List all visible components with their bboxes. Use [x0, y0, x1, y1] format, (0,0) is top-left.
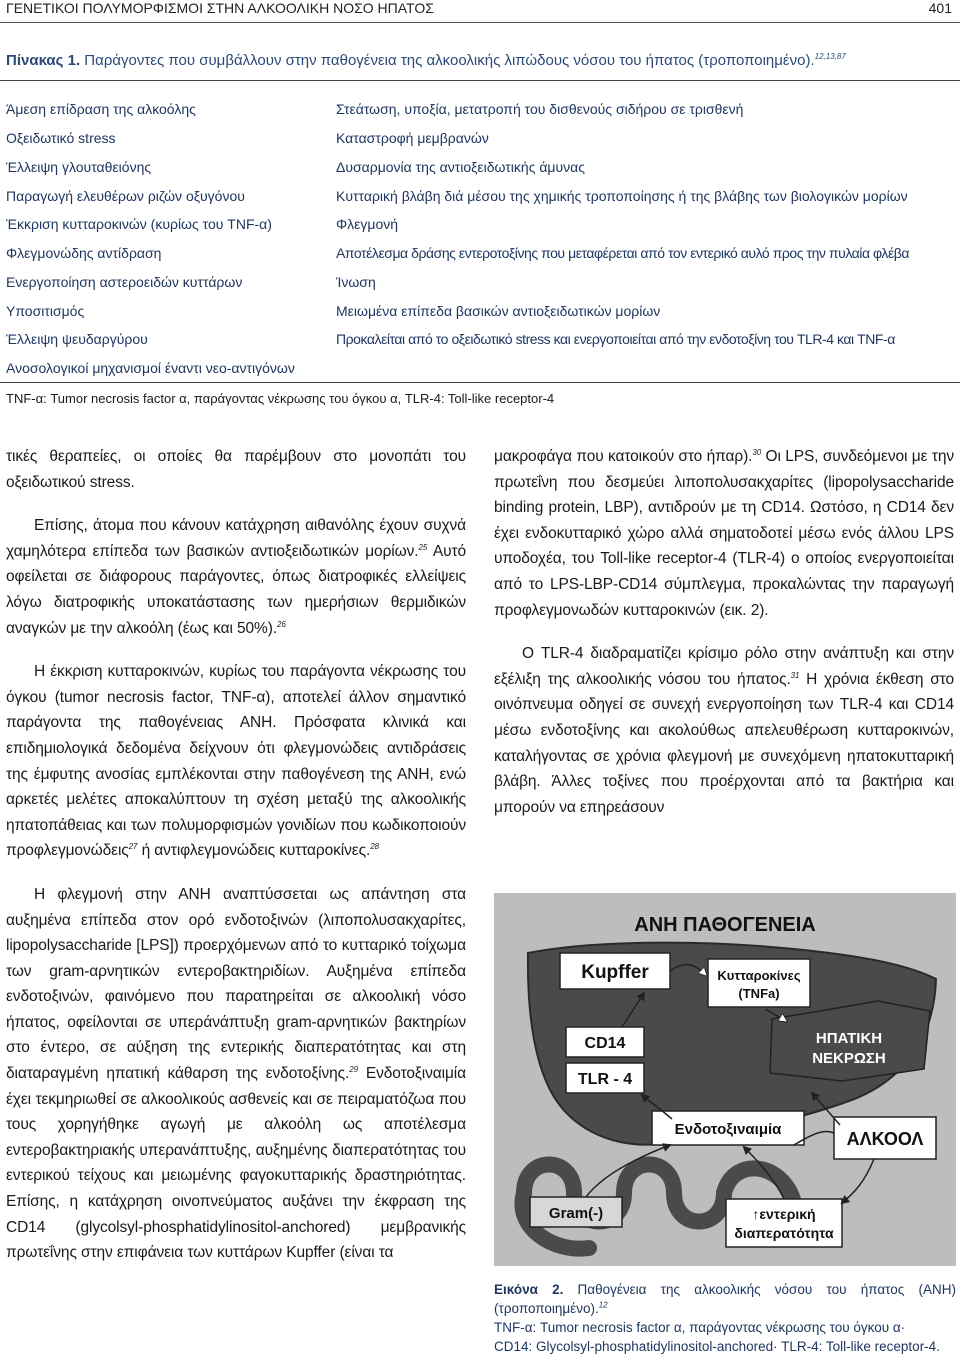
table-label: Πίνακας 1.: [6, 52, 81, 69]
table-row: [0, 274, 960, 303]
left-column: [6, 444, 466, 1266]
paragraph-text: Η έκκριση κυτταροκινών, κυρίως του παράγοντα νέκρωσης του όγκου (tumor necrosis factor, TNF-α), αποτελεί άλλον σημαντικό παράγοντα της παθογένειας ΑΝΗ. Πρόσφατα κλινικά και επιδημιολογικά δεδομένα δείχνουν ότι φλεγμονώδεις αντιδράσεις της έμφυτης ανοσίας εμπλέκονται στην παθογένεση της ΑΝΗ, ενώ αρκετές μελέτες αποκαλύπτουν τη σχέση μεταξύ της αλκοολικής ηπατοπάθειας και των πολυμορφισμών γονιδίων που κωδικοποιούν προφλεγμονώδεις: [6, 663, 466, 860]
table-row: [0, 245, 960, 274]
cytokines-label: Κυτταροκίνες: [717, 968, 801, 983]
table-row: [0, 331, 960, 360]
permeability-label: ↑εντερική: [752, 1206, 816, 1222]
table-row: [0, 360, 960, 389]
table-cell-factor: Φλεγμονώδης αντίδραση: [6, 245, 162, 261]
paragraph-text: τικές θεραπείες, οι οποίες θα παρέμβουν στο μονοπάτι του οξειδωτικού stress.: [6, 448, 466, 491]
permeability-label-2: διαπερατότητα: [734, 1225, 834, 1241]
table-cell-factor: Παραγωγή ελευθέρων ριζών οξυγόνου: [6, 188, 245, 204]
necrosis-label-2: ΝΕΚΡΩΣΗ: [812, 1050, 886, 1067]
citation: 31: [790, 670, 800, 680]
table-cell-effect: Κυτταρική βλάβη διά μέσου της χημικής τροποποίησης ή της βλάβης των βιολογικών μορίων: [336, 188, 908, 204]
table-title: Παράγοντες που συμβάλλουν στην παθογένεια της αλκοολικής λιπώδους νόσου του ήπατος (τροποποιημένο).: [80, 52, 815, 69]
table-cell-factor: Έκκριση κυτταροκινών (κυρίως του TNF-α): [6, 216, 272, 232]
paragraph-text: Επίσης, άτομα που κάνουν κατάχρηση αιθανόλης έχουν συχνά χαμηλότερα επίπεδα των βασικών αντιοξειδωτικών μορίων.: [6, 517, 466, 560]
page-number: 401: [928, 0, 952, 16]
table-cell-factor: Οξειδωτικό stress: [6, 130, 116, 146]
table-footnote: TNF-α: Tumor necrosis factor α, παράγοντας νέκρωσης του όγκου α, TLR-4: Toll-like receptor-4: [6, 391, 555, 406]
paragraph: [6, 444, 466, 495]
citation: 25: [418, 542, 428, 552]
table-row: [0, 216, 960, 245]
figure-abbreviation: TNF-α: Tumor necrosis factor α, παράγοντας νέκρωσης του όγκου α·: [494, 1320, 906, 1335]
citation: 26: [277, 619, 286, 629]
paragraph-text: Ενδοτοξιναιμία έχει τεκμηριωθεί σε αλκοολικούς ασθενείς και σε πειραματόζωα που τους χορηγήθηκε αγωγή με αλκοόλη ως αποτέλεσμα εντεροβακτηριακής υπερανάπτυξης, αυξημένης διαπερατότητας του εντερικού τείχους και μειωμένης φαγοκυτταρικής δραστηριότητας. Επίσης, η κατάχρηση οινοπνεύματος αυξάνει την έκφραση της CD14 (glycolsyl-phosphatidylinositol-anchored) μεμβρανικής πρωτεΐνης στην επιφάνεια των κυττάρων Kupffer (είναι τα: [6, 1065, 466, 1262]
table-cell-effect: Καταστροφή μεμβρανών: [336, 130, 489, 146]
table-row: [0, 303, 960, 332]
alcohol-label: ΑΛΚΟΟΛ: [846, 1129, 924, 1149]
table-top-rule: [0, 80, 960, 81]
header-rule: [0, 22, 960, 23]
tlr4-label: TLR - 4: [577, 1071, 633, 1088]
table-cell-effect: Μειωμένα επίπεδα βασικών αντιοξειδωτικών μορίων: [336, 303, 661, 319]
tnfa-label: (TNFa): [738, 986, 780, 1001]
diagram-title: ΑΝΗ ΠΑΘΟΓΕΝΕΙΑ: [634, 914, 816, 936]
table-row: [0, 130, 960, 159]
cd14-label: CD14: [584, 1035, 626, 1052]
table-row: [0, 188, 960, 217]
right-column: [494, 444, 954, 820]
table-row: [0, 101, 960, 130]
table-cell-effect: Στεάτωση, υποξία, μετατροπή του δισθενούς σιδήρου σε τρισθενή: [336, 101, 744, 117]
paragraph: [494, 641, 954, 820]
table-cell-effect: Ίνωση: [336, 274, 376, 290]
paragraph-text: Η φλεγμονή στην ΑΝΗ αναπτύσσεται ως απάντηση στα αυξημένα επίπεδα στον ορό ενδοτοξινών (λιποπολυσακχαρίτες, lipopolysaccharide [LPS]) προερχόμενων από το κυτταρικό τοίχωμα των gram-αρνητικών εντεροβακτηριδίων. Αυξημένα επίπεδα ενδοτοξινών, φαινόμενο που παρατηρείται σε αλκοολική νόσο ήπατος, οφείλονται σε υπεράνάπτυξη gram-αρνητικών βακτηρίων στο έντερο, σε αύξηση της εντερικής διαπερατότητας και στη διαταραγμένη ηπατική κάθαρση της ενδοτοξίνης.: [6, 885, 466, 1083]
endotoxemia-label: Ενδοτοξιναιμία: [674, 1121, 782, 1138]
table-cell-effect: Προκαλείται από το οξειδωτικό stress και ενεργοποιείται από την ενδοτοξίνη του TLR-4 και TNF-α: [336, 331, 895, 347]
citation: 29: [349, 1064, 358, 1074]
table-cell-factor: Ανοσολογικοί μηχανισμοί έναντι νεο-αντιγόνων: [6, 360, 295, 376]
table-cell-factor: Ενεργοποίηση αστεροειδών κυττάρων: [6, 274, 243, 290]
table-bottom-rule: [0, 382, 960, 383]
table-cell-factor: Άμεση επίδραση της αλκοόλης: [6, 101, 196, 117]
gram-negative-label: Gram(-): [548, 1205, 604, 1222]
paragraph: [6, 882, 466, 1266]
pathogenesis-diagram: [494, 893, 956, 1266]
paragraph-text: Οι LPS, συνδεόμενοι με την πρωτεΐνη που δεσμεύει λιποπολυσακχαρίτες (lipopolysaccharide binding protein, LBP), αντιδρούν με τη CD14. Ωστόσο, η CD14 δεν έχει ενδοκυτταρικό χώρο αλλά σηματοδοτεί μέσω ενός άλλου LPS υποδοχέα, του Toll-like receptor-4 (TLR-4) ο οποίος ενεργοποιείται από το LPS-LBP-CD14 σύμπλεγμα, προκαλώντας την παραγωγή προφλεγμονωδών κυτταροκινών (εικ. 2).: [494, 448, 954, 619]
paragraph-text: Ο TLR-4 διαδραματίζει κρίσιμο ρόλο στην ανάπτυξη και στην εξέλιξη της αλκοολικής νόσου του ήπατος.: [494, 645, 954, 688]
table-caption: [6, 52, 846, 69]
paragraph-text: μακροφάγα που κατοικούν στο ήπαρ).: [494, 448, 753, 465]
paragraph: [6, 659, 466, 864]
paragraph-text: Αυτό οφείλεται σε διάφορους παράγοντες, όπως διατροφικές ελλείψεις λόγω διατροφικής υποκατάστασης των ημερήσιων θερμιδικών αναγκών με την αλκοόλη (έως και 50%).: [6, 542, 466, 637]
citation: 28: [370, 842, 379, 852]
table-cell-factor: Έλλειψη ψευδαργύρου: [6, 331, 148, 347]
table-cell-effect: Φλεγμονή: [336, 216, 399, 232]
citation: 12: [598, 1300, 608, 1310]
paragraph: [6, 513, 466, 641]
paragraph: [494, 444, 954, 623]
figure-abbreviation: CD14: Glycolsyl-phosphatidylinositol-anchored· TLR-4: Toll-like receptor-4.: [494, 1339, 940, 1354]
table-cell-effect: Δυσαρμονία της αντιοξειδωτικής άμυνας: [336, 159, 585, 175]
kupffer-label: Kupffer: [581, 962, 649, 983]
figure-label: Εικόνα 2.: [494, 1282, 564, 1297]
figure-caption: [494, 1280, 956, 1356]
necrosis-label: ΗΠΑΤΙΚΗ: [815, 1030, 883, 1047]
table-cell-factor: Υποσιτισμός: [6, 303, 85, 319]
citation: 30: [752, 447, 762, 457]
running-title: ΓΕΝΕΤΙΚΟΙ ΠΟΛΥΜΟΡΦΙΣΜΟΙ ΣΤΗΝ ΑΛΚΟΟΛΙΚΗ ΝΟΣΟ ΗΠΑΤΟΣ: [6, 0, 434, 16]
paragraph-text: Η χρόνια έκθεση στο οινόπνευμα οδηγεί σε συνεχή ενεργοποίηση των TLR-4 και CD14 μέσω ενδοτοξίνης και ακολούθως απελευθέρωση κυτταροκινών, καταλήγοντας σε χρόνια φλεγμονή με συνεχόμενη ηπατοκυτταρική βλάβη. Άλλες τοξίνες που προέρχονται από τα βακτήρια και μπορούν να επηρεάσουν: [494, 670, 954, 816]
table-cell-factor: Έλλειψη γλουταθειόνης: [6, 159, 152, 175]
citation: 27: [128, 842, 138, 852]
figure-caption-text: Παθογένεια της αλκοολικής νόσου του ήπατος (ΑΝΗ) (τροποποιημένο).: [494, 1282, 956, 1316]
paragraph-text: ή αντιφλεγμονώδεις κυτταροκίνες.: [137, 842, 371, 860]
table-cell-effect: Αποτέλεσμα δράσης εντεροτοξίνης που μεταφέρεται από τον εντερικό αυλό προς την πυλαία φλέβα: [336, 245, 909, 261]
table-refs: 12,13,87: [814, 52, 846, 61]
table-row: [0, 159, 960, 188]
